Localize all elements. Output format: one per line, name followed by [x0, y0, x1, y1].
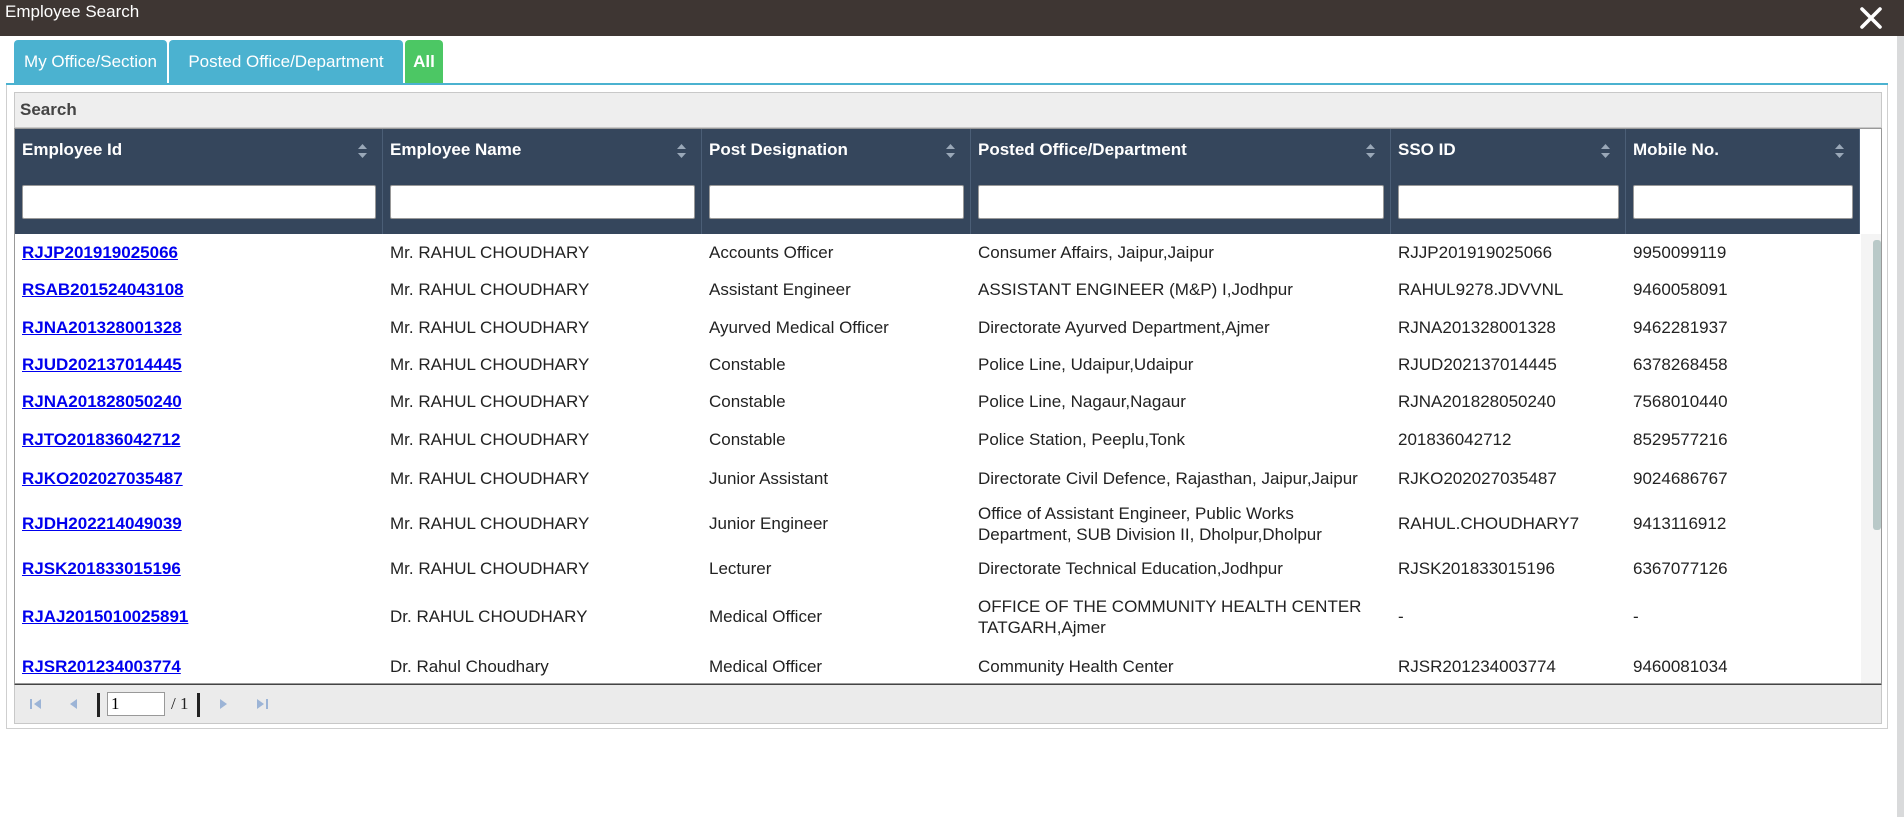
cell-text: 201836042712	[1398, 429, 1512, 449]
page-number-input[interactable]	[107, 692, 165, 716]
cell-sso-id	[1391, 420, 1626, 458]
cell-text: 9413116912	[1633, 514, 1727, 533]
cell-text: 9460058091	[1633, 280, 1728, 299]
table-row[interactable]	[15, 383, 1860, 420]
cell-text: Police Station, Peeplu,Tonk	[978, 429, 1185, 449]
cell-text: Mr. RAHUL CHOUDHARY	[390, 429, 590, 449]
employee-id-link[interactable]: RJKO202027035487	[22, 468, 183, 488]
sort-icon[interactable]	[1365, 143, 1376, 164]
cell-mobile-no	[1626, 458, 1860, 498]
cell-posted-office-department	[971, 458, 1391, 498]
cell-text: Dr. Rahul Choudhary	[390, 656, 549, 676]
column-label: SSO ID	[1398, 140, 1456, 159]
grid-scrollbar[interactable]	[1861, 234, 1881, 684]
cell-text: -	[1398, 607, 1404, 626]
cell-text: ASSISTANT ENGINEER (M&P) I,Jodhpur	[978, 280, 1293, 299]
cell-text: 7568010440	[1633, 392, 1728, 411]
cell-text: 9950099119	[1633, 243, 1727, 262]
cell-posted-office-department	[971, 498, 1391, 549]
page-scrollbar[interactable]	[1897, 36, 1904, 817]
cell-sso-id	[1391, 234, 1626, 271]
cell-employee-id[interactable]	[15, 271, 383, 308]
employee-id-link[interactable]: RJJP201919025066	[22, 243, 178, 262]
cell-mobile-no	[1626, 308, 1860, 346]
cell-employee-name	[383, 458, 702, 498]
cell-posted-office-department	[971, 271, 1391, 308]
cell-text: 9462281937	[1633, 317, 1728, 337]
cell-sso-id	[1391, 346, 1626, 383]
cell-posted-office-department	[971, 308, 1391, 346]
last-page-icon[interactable]	[255, 696, 269, 716]
cell-text: Community Health Center	[978, 656, 1174, 676]
cell-employee-name	[383, 271, 702, 308]
column-label: Mobile No.	[1633, 140, 1719, 159]
grid-header	[15, 129, 1860, 234]
cell-post-designation	[702, 646, 971, 684]
tab-posted-office-department[interactable]: Posted Office/Department	[169, 40, 403, 84]
column-header-sso-id[interactable]	[1391, 129, 1626, 234]
tab-my-office-section[interactable]: My Office/Section	[14, 40, 167, 84]
column-label: Posted Office/Department	[978, 140, 1187, 159]
cell-text: RJKO202027035487	[1398, 468, 1557, 488]
prev-page-icon[interactable]	[67, 696, 81, 716]
filter-input-employee-id[interactable]	[22, 185, 376, 219]
cell-text: Directorate Technical Education,Jodhpur	[978, 558, 1283, 578]
column-header-posted-office-department[interactable]	[971, 129, 1391, 234]
grid-scrollbar-thumb[interactable]	[1873, 240, 1881, 530]
cell-sso-id	[1391, 271, 1626, 308]
cell-text: Junior Engineer	[709, 514, 829, 533]
cell-text: Directorate Ayurved Department,Ajmer	[978, 317, 1270, 337]
cell-employee-id[interactable]	[15, 498, 383, 549]
page-total: / 1	[171, 694, 189, 713]
cell-text: RJJP201919025066	[1398, 243, 1553, 262]
cell-text: RAHUL9278.JDVVNL	[1398, 280, 1564, 299]
cell-sso-id	[1391, 646, 1626, 684]
cell-text: Mr. RAHUL CHOUDHARY	[390, 280, 590, 299]
cell-posted-office-department	[971, 234, 1391, 271]
employee-id-link[interactable]: RJTO201836042712	[22, 429, 181, 449]
column-header-post-designation[interactable]	[702, 129, 971, 234]
cell-text: RJNA201828050240	[1398, 392, 1556, 411]
employee-id-link[interactable]: RJAJ2015010025891	[22, 607, 189, 626]
sort-icon[interactable]	[357, 143, 368, 164]
cell-text: RJSK201833015196	[1398, 558, 1555, 578]
search-label: Search	[20, 100, 77, 119]
cell-post-designation	[702, 498, 971, 549]
cell-text: Assistant Engineer	[709, 280, 851, 299]
employee-grid	[14, 128, 1882, 684]
cell-text: Police Line, Udaipur,Udaipur	[978, 355, 1194, 374]
cell-post-designation	[702, 346, 971, 383]
cell-text: 6378268458	[1633, 355, 1728, 374]
cell-post-designation	[702, 458, 971, 498]
table-row[interactable]	[15, 234, 1860, 271]
cell-text: Ayurved Medical Officer	[709, 317, 889, 337]
filter-input-employee-name[interactable]	[390, 185, 695, 219]
cell-employee-id[interactable]	[15, 346, 383, 383]
table-row[interactable]	[15, 346, 1860, 383]
grid-body	[15, 234, 1860, 684]
cell-sso-id	[1391, 308, 1626, 346]
cell-sso-id	[1391, 587, 1626, 646]
table-row[interactable]	[15, 308, 1860, 346]
cell-text: Mr. RAHUL CHOUDHARY	[390, 558, 590, 578]
table-row[interactable]	[15, 420, 1860, 458]
employee-id-link[interactable]: RJUD202137014445	[22, 355, 182, 374]
cell-posted-office-department	[971, 549, 1391, 587]
column-label: Post Designation	[709, 140, 848, 159]
column-label: Employee Id	[22, 140, 123, 159]
cell-employee-id[interactable]	[15, 549, 383, 587]
cell-mobile-no	[1626, 646, 1860, 684]
cell-mobile-no	[1626, 587, 1860, 646]
cell-text: Mr. RAHUL CHOUDHARY	[390, 514, 590, 533]
search-caption	[14, 92, 1882, 128]
cell-text: RAHUL.CHOUDHARY7	[1398, 514, 1580, 533]
cell-post-designation	[702, 234, 971, 271]
filter-input-sso-id[interactable]	[1398, 185, 1619, 219]
employee-id-link[interactable]: RJNA201828050240	[22, 392, 182, 411]
cell-text: -	[1633, 607, 1639, 626]
cell-employee-name	[383, 646, 702, 684]
cell-text: RJNA201328001328	[1398, 317, 1556, 337]
employee-id-link[interactable]: RJSR201234003774	[22, 656, 181, 676]
cell-text: Office of Assistant Engineer, Public Works Department, SUB Division II, Dholpur,Dholpur	[978, 503, 1322, 544]
cell-text: Lecturer	[709, 558, 772, 578]
cell-employee-name	[383, 234, 702, 271]
cell-text: RJSR201234003774	[1398, 656, 1556, 676]
cell-mobile-no	[1626, 383, 1860, 420]
column-header-mobile-no[interactable]	[1626, 129, 1860, 234]
employee-id-link[interactable]: RSAB201524043108	[22, 280, 184, 299]
cell-text: Directorate Civil Defence, Rajasthan, Jaipur,Jaipur	[978, 468, 1358, 488]
cell-employee-id[interactable]	[15, 587, 383, 646]
cell-employee-name	[383, 346, 702, 383]
cell-mobile-no	[1626, 549, 1860, 587]
close-icon[interactable]	[1854, 1, 1888, 35]
first-page-icon[interactable]	[29, 696, 43, 716]
cell-posted-office-department	[971, 646, 1391, 684]
cell-text: Medical Officer	[709, 656, 823, 676]
cell-text: Constable	[709, 429, 786, 449]
tab-all[interactable]: All	[405, 40, 443, 84]
cell-text: Dr. RAHUL CHOUDHARY	[390, 607, 588, 626]
filter-input-mobile-no[interactable]	[1633, 185, 1853, 219]
cell-mobile-no	[1626, 234, 1860, 271]
cell-sso-id	[1391, 549, 1626, 587]
cell-mobile-no	[1626, 346, 1860, 383]
cell-mobile-no	[1626, 271, 1860, 308]
next-page-icon[interactable]	[216, 696, 230, 716]
table-row[interactable]	[15, 498, 1860, 549]
cell-text: Mr. RAHUL CHOUDHARY	[390, 468, 590, 488]
cell-employee-id[interactable]	[15, 458, 383, 498]
title-bar	[0, 0, 1904, 36]
column-header-employee-name[interactable]	[383, 129, 702, 234]
cell-mobile-no	[1626, 498, 1860, 549]
cell-post-designation	[702, 549, 971, 587]
cell-text: OFFICE OF THE COMMUNITY HEALTH CENTER TATGARH,Ajmer	[978, 596, 1362, 637]
cell-employee-id[interactable]	[15, 308, 383, 346]
cell-text: Police Line, Nagaur,Nagaur	[978, 392, 1186, 411]
filter-input-post-designation[interactable]	[709, 185, 964, 219]
cell-text: 6367077126	[1633, 558, 1728, 578]
cell-text: Accounts Officer	[709, 243, 834, 262]
cell-text: Mr. RAHUL CHOUDHARY	[390, 392, 590, 411]
cell-mobile-no	[1626, 420, 1860, 458]
column-header-employee-id[interactable]	[15, 129, 383, 234]
cell-employee-name	[383, 587, 702, 646]
cell-text: Mr. RAHUL CHOUDHARY	[390, 355, 590, 374]
cell-employee-id[interactable]	[15, 646, 383, 684]
cell-post-designation	[702, 271, 971, 308]
cell-employee-name	[383, 420, 702, 458]
cell-text: Medical Officer	[709, 607, 823, 626]
cell-employee-name	[383, 308, 702, 346]
cell-posted-office-department	[971, 383, 1391, 420]
cell-employee-name	[383, 549, 702, 587]
cell-posted-office-department	[971, 420, 1391, 458]
cell-text: Mr. RAHUL CHOUDHARY	[390, 243, 590, 262]
pager-separator	[197, 693, 200, 717]
window-title: Employee Search	[5, 2, 140, 21]
cell-text: Constable	[709, 355, 786, 374]
cell-text: Mr. RAHUL CHOUDHARY	[390, 317, 590, 337]
table-row[interactable]	[15, 549, 1860, 587]
pager-separator	[97, 693, 100, 717]
cell-post-designation	[702, 587, 971, 646]
sort-icon[interactable]	[676, 143, 687, 164]
cell-employee-id[interactable]	[15, 234, 383, 271]
cell-posted-office-department	[971, 346, 1391, 383]
sort-icon[interactable]	[1834, 143, 1845, 164]
cell-employee-id[interactable]	[15, 383, 383, 420]
sort-icon[interactable]	[1600, 143, 1611, 164]
cell-post-designation	[702, 383, 971, 420]
table-row[interactable]	[15, 646, 1860, 684]
cell-employee-name	[383, 383, 702, 420]
employee-id-link[interactable]: RJNA201328001328	[22, 317, 182, 337]
cell-posted-office-department	[971, 587, 1391, 646]
cell-text: 9024686767	[1633, 468, 1728, 488]
employee-id-link[interactable]: RJSK201833015196	[22, 558, 181, 578]
sort-icon[interactable]	[945, 143, 956, 164]
cell-employee-id[interactable]	[15, 420, 383, 458]
table-row[interactable]	[15, 458, 1860, 498]
cell-post-designation	[702, 308, 971, 346]
cell-sso-id	[1391, 458, 1626, 498]
cell-employee-name	[383, 498, 702, 549]
pager	[14, 684, 1882, 724]
cell-text: Constable	[709, 392, 786, 411]
cell-post-designation	[702, 420, 971, 458]
table-row[interactable]	[15, 271, 1860, 308]
table-row[interactable]	[15, 587, 1860, 646]
cell-sso-id	[1391, 383, 1626, 420]
employee-id-link[interactable]: RJDH202214049039	[22, 514, 182, 533]
cell-text: 8529577216	[1633, 429, 1728, 449]
cell-text: 9460081034	[1633, 656, 1728, 676]
cell-sso-id	[1391, 498, 1626, 549]
cell-text: RJUD202137014445	[1398, 355, 1557, 374]
filter-input-posted-office-department[interactable]	[978, 185, 1384, 219]
cell-text: Consumer Affairs, Jaipur,Jaipur	[978, 243, 1214, 262]
column-label: Employee Name	[390, 140, 522, 159]
cell-text: Junior Assistant	[709, 468, 829, 488]
